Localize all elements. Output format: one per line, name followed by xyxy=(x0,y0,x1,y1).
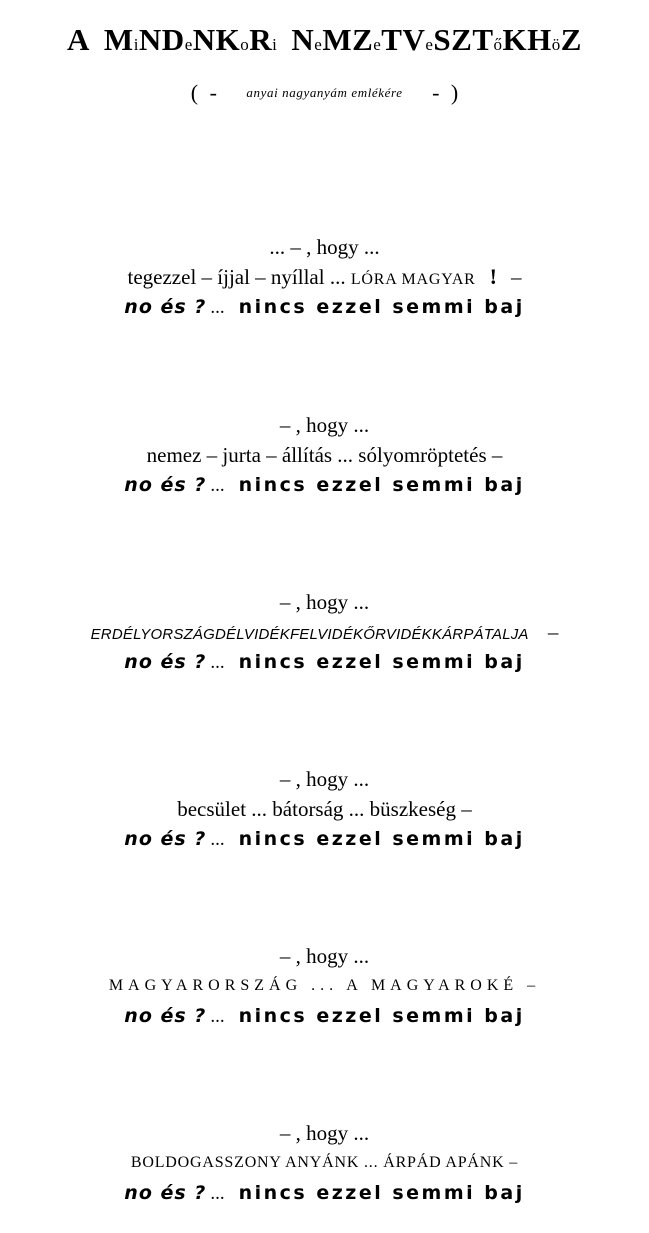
stanza-5 xyxy=(0,941,649,1031)
stanza-intro: – , hogy ... xyxy=(279,944,370,968)
dedication-text: anyai nagyanyám emlékére xyxy=(246,85,403,100)
title-letter: SZT xyxy=(433,22,494,57)
stanza-4 xyxy=(0,764,649,854)
stanza-line: BOLDOGASSZONY ANYÁNK ... ÁRPÁD APÁNK – xyxy=(130,1154,519,1171)
stanza-3 xyxy=(0,587,649,677)
dedication-close-paren: ) xyxy=(450,80,459,105)
refrain-dots: ... xyxy=(210,1183,225,1204)
stanza-line-dash: – xyxy=(547,620,559,644)
refrain xyxy=(0,824,649,854)
refrain xyxy=(0,1178,649,1208)
title-letter: o xyxy=(240,35,250,54)
stanza-intro: – , hogy ... xyxy=(279,1121,370,1145)
stanza-line: nemez – jurta – állítás ... sólyomröptetés – xyxy=(146,443,503,467)
exclamation-mark: ! xyxy=(489,264,497,289)
refrain-dots: ... xyxy=(210,475,225,496)
stanza-line-text: tegezzel – íjjal – nyíllal ... xyxy=(127,265,346,289)
refrain-answer: nincs ezzel semmi baj xyxy=(238,474,525,496)
refrain-answer: nincs ezzel semmi baj xyxy=(238,1005,525,1027)
stanza-intro: – , hogy ... xyxy=(279,590,370,614)
refrain-answer: nincs ezzel semmi baj xyxy=(238,296,525,318)
dedication-open-paren: ( xyxy=(190,80,199,105)
refrain-answer: nincs ezzel semmi baj xyxy=(238,828,525,850)
stanza-2 xyxy=(0,410,649,500)
refrain xyxy=(0,647,649,677)
stanza-line xyxy=(0,617,649,647)
stanza-line xyxy=(0,262,649,292)
stanza-intro: – , hogy ... xyxy=(279,413,370,437)
title-letter: i xyxy=(272,35,278,54)
title-letter: M xyxy=(103,22,134,57)
refrain-dots: ... xyxy=(210,652,225,673)
title-letter: e xyxy=(425,35,434,54)
title-letter: NK xyxy=(192,22,241,57)
refrain-answer: nincs ezzel semmi baj xyxy=(238,651,525,673)
stanza-intro: ... – , hogy ... xyxy=(269,235,380,259)
refrain xyxy=(0,1001,649,1031)
title-letter: R xyxy=(249,22,273,57)
stanza-line-dash: – xyxy=(511,265,522,289)
refrain-dots: ... xyxy=(210,297,225,318)
refrain-question: no és ? xyxy=(124,828,207,850)
dedication xyxy=(0,80,649,106)
title-letter: MZ xyxy=(322,22,374,57)
stanza-line-caps: LÓRA MAGYAR xyxy=(350,271,476,288)
title-letter: e xyxy=(373,35,382,54)
stanza-6 xyxy=(0,1118,649,1208)
title-letter: ő xyxy=(493,35,503,54)
title-letter: e xyxy=(184,35,193,54)
refrain-question: no és ? xyxy=(124,651,207,673)
refrain-dots: ... xyxy=(210,829,225,850)
dedication-dash: - xyxy=(432,80,440,105)
refrain-question: no és ? xyxy=(124,296,207,318)
refrain-question: no és ? xyxy=(124,1005,207,1027)
refrain xyxy=(0,470,649,500)
title-letter: A xyxy=(67,22,90,57)
title-letter: ND xyxy=(138,22,185,57)
title-letter: e xyxy=(314,35,323,54)
stanza-line: becsület ... bátorság ... büszkeség – xyxy=(177,797,472,821)
title-letter: ö xyxy=(551,35,561,54)
title-letter: TV xyxy=(381,22,426,57)
stanza-line: MAGYARORSZÁG ... A MAGYAROKÉ – xyxy=(108,977,541,994)
title-letter: N xyxy=(291,22,315,57)
dedication-dash: - xyxy=(209,80,217,105)
stanza-intro: – , hogy ... xyxy=(279,767,370,791)
refrain-answer: nincs ezzel semmi baj xyxy=(238,1182,525,1204)
refrain-question: no és ? xyxy=(124,474,207,496)
title-letter: KH xyxy=(502,22,552,57)
poem-title xyxy=(0,22,649,58)
title-letter: Z xyxy=(560,22,582,57)
stanza-line-regions: ERDÉLYORSZÁGDÉLVIDÉKFELVIDÉKŐRVIDÉKKÁRPÁTALJA xyxy=(90,626,529,643)
refrain-question: no és ? xyxy=(124,1182,207,1204)
stanza-1 xyxy=(0,232,649,322)
refrain-dots: ... xyxy=(210,1006,225,1027)
refrain xyxy=(0,292,649,322)
title-letter: i xyxy=(133,35,139,54)
